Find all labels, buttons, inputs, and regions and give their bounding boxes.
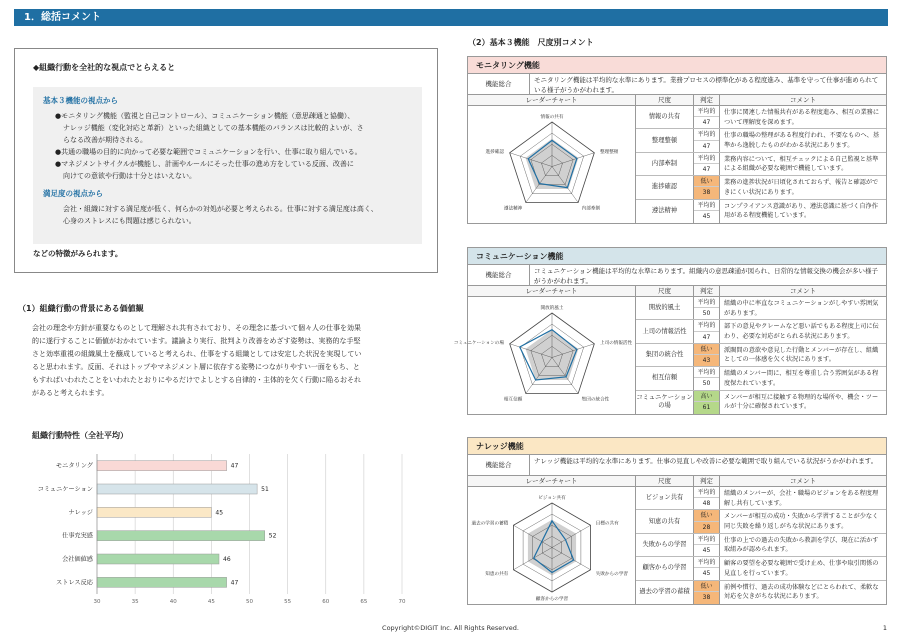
category-label: ナレッジ [68,509,93,517]
overview-label: 機能総合 [468,455,530,475]
scale-name: 相互信頼 [636,367,694,389]
scale-name: 進捗確認 [636,176,694,198]
header-scale: 尺度 [636,95,694,105]
table-row [636,391,886,414]
judge-score: 48 [702,500,711,508]
values-line: さと効率重視の組織風土を醸成していると考えられ、仕事をする組織としては安定した状況を実現してい [32,350,362,358]
bar [97,507,211,517]
scale-comment: 組織のメンバーが、会社・職場のビジョンをある程度理解し共有しています。 [724,490,879,507]
header-comment: コメント [790,477,816,485]
header-radar: レーダーチャート [468,95,636,105]
bar [97,461,227,471]
table-row [636,153,886,176]
radar-cell [468,106,636,223]
judge-score: 47 [702,165,711,173]
data-label: 51 [261,486,269,493]
scale-name: 顧客からの学習 [636,557,694,579]
table-row [636,487,886,510]
copyright: Copyright©DIGIT Inc. All Rights Reserved. [382,624,519,632]
radar-axis-label: 整理整頓 [600,149,619,155]
judge-score: 43 [694,355,719,366]
table-row [636,534,886,557]
bar [97,531,265,541]
table-header [468,286,886,297]
table-row [636,297,886,320]
panel-title: コミュニケーション機能 [468,248,886,265]
scale-rows [636,487,886,604]
judge-cell [694,534,720,556]
judge-label: 平均的 [694,129,719,140]
x-tick-label: 65 [360,599,368,605]
satisfaction-heading: 満足度の視点から [43,189,103,198]
radar-chart [468,487,636,604]
judge-cell [694,129,720,151]
table-row [636,581,886,604]
scale-comment: 仕事の上での過去の失敗から教訓を学び、現在に活かす取組みが認められます。 [724,536,879,554]
judge-label: 平均的 [694,153,719,164]
radar-axis-label: 内部牽制 [581,206,601,212]
table-row [636,200,886,223]
header-scale: 尺度 [636,286,694,296]
radar-cell [453,297,636,414]
scale-comment: 組織の中に率直なコミュニケーションがしやすい雰囲気があります。 [724,300,879,317]
basic-line: ●マネジメントサイクルが機能し、計画やルールにそった仕事の進め方をしている反面、改善に [55,160,354,168]
judge-score: 28 [694,522,719,533]
scale-comment: 業務内容について、相互チェックによる自己監視と基準による組織が必要な範囲で機能しています。 [724,155,879,173]
scale-comment: メンバーが相互の成功・失敗から学習することが少なく同じ失敗を繰り返しがちな状況にあります。 [724,513,879,530]
summary-footer: などの特徴がみられます。 [33,249,123,258]
overview-label: 機能総合 [468,74,530,94]
bar [97,554,219,564]
table-row [636,129,886,152]
header-judge: 判定 [694,476,720,486]
basic-line: ナレッジ機能（変化対応と革新）といった組織としての基本機能のバランスは比較的よいが、さ [63,124,364,132]
category-label: モニタリング [55,462,93,470]
judge-score: 45 [702,546,711,554]
judge-label: 高い [694,391,719,403]
scale-comment: 派閥間の意欲や意見した行動とメンバーが存在し、組織としての一体感を欠く状況にあります。 [724,346,879,364]
table-row [636,320,886,343]
radar-chart [468,106,636,223]
header-scale: 尺度 [636,476,694,486]
summary-box [14,48,438,273]
scale-comment: 仕事の職場の整理がある程度行われ、不要なものへ、基準から逸脱したものがわかる状況にあります。 [724,132,880,149]
summary-inner-box [33,87,422,244]
radar-axis-label: 相互信頼 [503,397,523,403]
page-title: 1．総括コメント [14,9,888,26]
scale-comment: 部下の意見やクレームなど悪い話でもある程度上司に伝わり、必要な対応がとられる状況にあります。 [724,323,879,340]
radar-cell [468,487,636,604]
table-header [468,95,886,106]
satisfaction-line: 会社・組織に対する満足度が低く、何らかの対処が必要と考えられる。仕事に対する満足度は高く、 [63,205,378,213]
data-label: 45 [215,509,224,517]
scale-name: 内部牽制 [636,153,694,175]
radar-axis-label: 進捗確認 [485,149,504,155]
category-label: コミュニケーション [37,486,93,493]
radar-axis-label: 遵法精神 [503,206,523,212]
basic-line: ●共通の職場の目的に向かって必要な範囲でコミュニケーションを行い、仕事に取り組んでいる。 [55,148,362,156]
radar-axis-label: 集団の統合性 [581,397,610,403]
basic-functions-heading: 基本３機能の視点から [43,96,118,105]
panel-title: ナレッジ機能 [468,438,886,455]
table-row [636,367,886,390]
header-radar: レーダーチャート [468,286,636,296]
judge-label: 低い [694,176,719,187]
judge-label: 平均的 [694,320,719,331]
page-number: 1 [882,624,887,632]
scale-name: 情報の共有 [636,106,694,128]
judge-score: 38 [694,187,719,198]
radar-axis-label: ビジョン共有 [538,496,566,501]
data-label: 46 [223,556,231,563]
table-header [468,476,886,487]
judge-label: 低い [694,344,719,355]
overview-row [468,74,886,95]
values-line: 的に遂行することに価値がおかれています。議論より実行、批判より改善をめざす姿勢は、実務的な手堅 [32,337,361,345]
x-tick-label: 60 [322,599,330,605]
scale-comment: 顧客の要望を必要な範囲で受け止め、仕事や取引関係の見直しを行っています。 [724,560,879,577]
judge-cell [694,557,720,579]
scale-comment: 前例や慣行、過去の成功体験などにとらわれて、柔軟な対応を欠きがちな状況にあります。 [724,583,879,601]
bar-chart [32,448,432,608]
radar-chart [453,297,636,414]
scale-comment: コンプライアンス意識があり、遵法意識に基づく自浄作用がある程度機能しています。 [724,202,878,220]
x-tick-label: 40 [169,599,177,605]
judge-cell [694,487,720,509]
judge-cell [694,200,720,223]
table-row [636,557,886,580]
scale-comment: 組織のメンバー間に、相互を尊重し合う雰囲気がある程度保たれています。 [724,370,879,387]
judge-score: 47 [702,333,711,341]
overview-label: 機能総合 [468,265,530,285]
category-label: 会社価値感 [62,556,93,563]
judge-score: 50 [702,380,711,388]
values-body [32,322,430,400]
header-radar: レーダーチャート [468,476,636,486]
scale-name: 集団の統合性 [636,344,694,366]
judge-label: 平均的 [694,534,719,545]
scale-rows [636,106,886,223]
judge-score: 47 [702,142,711,150]
judge-score: 45 [702,570,711,578]
scale-name: 上司の情報活性 [636,320,694,342]
judge-cell [694,510,720,532]
summary-heading: ◆組織行動を全社的な視点でとらえると [33,63,176,72]
radar-axis-label: 失敗からの学習 [595,571,628,577]
data-label: 52 [268,532,277,540]
radar-axis-label: 上司の情報活性 [600,340,633,346]
basic-line: 向けての意欲や行動は十分とはいえない。 [63,172,196,180]
x-tick-label: 50 [246,599,253,605]
judge-label: 平均的 [694,487,719,498]
values-heading: （1）組織行動の背景にある価値観 [18,304,144,313]
radar-axis-label: 開放的風土 [540,306,564,311]
radar-axis-label: コミュニケーションの場 [453,340,504,346]
scale-comment: 業務の進捗状況が日頃化されておらず、報告と確認ができにくい状況にあります。 [724,179,879,196]
header-judge: 判定 [694,95,720,105]
scale-name: ビジョン共有 [636,487,694,509]
judge-label: 低い [694,581,719,593]
bar [97,484,257,494]
scale-name: 開放的風土 [636,297,694,319]
basic-line: らなる改善が期待される。 [63,136,147,144]
judge-label: 平均的 [694,367,719,378]
values-line: もすればいわれたことをいわれたとおりにやるだけでよしとする自律的・主体的を欠く行動に陥るおそれ [32,376,361,384]
scale-comment: メンバーが相互に接触する物理的な場所や、機会・ツールが十分に確保されています。 [724,393,879,411]
judge-score: 38 [694,592,719,604]
section2-heading: （2）基本３機能 尺度別コメント [468,38,594,47]
judge-label: 平均的 [694,557,719,568]
function-panel [467,56,887,224]
x-tick-label: 45 [207,599,215,605]
judge-cell [694,320,720,342]
scale-name: 知恵の共有 [636,510,694,532]
x-tick-label: 55 [284,599,292,605]
scale-name: コミュニケーションの場 [636,391,694,414]
table-row [636,510,886,533]
function-panel [453,247,887,415]
judge-cell [694,367,720,389]
header-comment: コメント [790,287,816,295]
judge-cell [694,176,720,198]
judge-score: 45 [702,213,711,221]
function-panel [467,437,887,605]
chart-heading: 組織行動特性（全社平均） [32,431,128,440]
overview-text: コミュニケーション機能は平均的な水準にあります。組織内の意思疎通が図られ、日常的な情報交換の機会が多い様子がうかがわれます。 [534,267,878,285]
header-judge: 判定 [694,286,720,296]
category-label: ストレス反応 [56,579,93,587]
judge-score: 47 [702,119,711,127]
bar [97,577,227,587]
overview-text: モニタリング機能は平均的な水準にあります。業務プロセスの標準化がある程度進み、基準を守って仕事が進められている様子がうかがわれます。 [534,76,879,94]
radar-axis-label: 顧客からの学習 [535,597,569,602]
judge-score: 61 [694,402,719,414]
table-row [636,106,886,129]
data-label: 47 [230,579,239,587]
judge-label: 平均的 [694,200,719,212]
x-tick-label: 35 [131,599,139,605]
overview-row [468,265,886,286]
judge-cell [694,581,720,604]
values-line: ると思われます。反面、それはトップやマネジメント層に依存する姿勢につながりやすい一面をもち、と [32,363,360,371]
scale-name: 過去の学習の蓄積 [636,581,694,604]
scale-rows [636,297,886,414]
scale-name: 遵法精神 [636,200,694,223]
overview-text: ナレッジ機能は平均的な水準にあります。仕事の見直しや改善に必要な範囲で取り組んでいる状況がうかがわれます。 [534,457,878,465]
radar-axis-label: 情報の共有 [540,115,564,120]
judge-cell [694,106,720,128]
radar-axis-label: 知恵の共有 [485,571,509,577]
table-row [636,344,886,367]
x-tick-label: 30 [93,599,101,605]
judge-cell [694,344,720,366]
scale-name: 整理整頓 [636,129,694,151]
category-label: 仕事充実感 [62,532,93,540]
x-tick-label: 70 [398,599,406,605]
scale-name: 失敗からの学習 [636,534,694,556]
values-line: 会社の理念や方針が重要なものとして理解され共有されており、その理念に基づいて個々人の仕事を効果 [32,324,361,332]
judge-label: 平均的 [694,297,719,308]
data-label: 47 [230,462,239,470]
overview-row [468,455,886,476]
table-row [636,176,886,199]
satisfaction-line: 心身のストレスにも問題は感じられない。 [63,217,196,225]
values-line: があると考えられます。 [32,389,109,397]
panel-title: モニタリング機能 [468,57,886,74]
scale-comment: 仕事に関連した情報共有がある程度進み、相互の業務について理解度を深めます。 [724,109,880,126]
judge-cell [694,391,720,414]
header-comment: コメント [790,96,816,104]
radar-axis-label: 目標の共有 [595,521,619,527]
radar-axis-label: 過去の学習の蓄積 [471,521,509,527]
judge-label: 平均的 [694,106,719,117]
judge-score: 50 [702,310,711,318]
judge-label: 低い [694,510,719,521]
judge-cell [694,153,720,175]
judge-cell [694,297,720,319]
basic-line: ●モニタリング機能（監視と自己コントロール）、コミュニケーション機能（意思疎通と協働）、 [55,112,355,120]
